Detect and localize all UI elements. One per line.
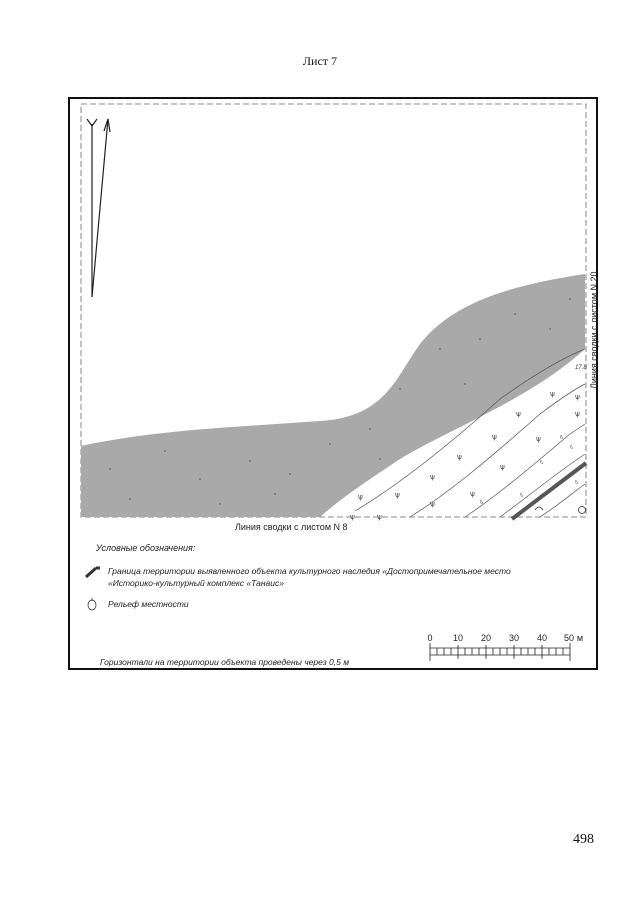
- svg-text:\\: \\: [540, 460, 543, 466]
- svg-text:ѱ: ѱ: [492, 434, 497, 441]
- svg-text:ѱ: ѱ: [575, 411, 580, 418]
- contour-elevation-label: 17.8: [575, 365, 587, 371]
- territory-shaded-area: [81, 274, 585, 517]
- legend-relief: Рельеф местности: [108, 599, 189, 609]
- contour-interval-note: Горизонтали на территории объекта проведены через 0,5 м: [100, 657, 350, 667]
- map-sheet: [68, 97, 598, 670]
- legend-boundary-line1: Граница территории выявленного объекта культурного наследия «Достопримечательное место: [108, 566, 511, 576]
- svg-text:ѱ: ѱ: [395, 492, 400, 499]
- svg-text:ѱ: ѱ: [500, 464, 505, 471]
- merge-line-right-label: Линия сводки с листом N 20: [589, 271, 599, 389]
- svg-text:\\: \\: [480, 500, 483, 506]
- boundary-line-icon: [86, 568, 100, 577]
- svg-text:ѱ: ѱ: [358, 494, 363, 501]
- svg-text:ѱ: ѱ: [430, 501, 435, 508]
- scale-tick-label: 40: [536, 633, 547, 643]
- svg-text:\\: \\: [560, 435, 563, 441]
- relief-marker-icon: [535, 507, 543, 510]
- svg-text:ѱ: ѱ: [430, 474, 435, 481]
- scale-tick-label: 0: [427, 633, 433, 643]
- svg-text:\\: \\: [575, 480, 578, 486]
- legend-title: Условные обозначения:: [96, 543, 196, 553]
- legend-boundary-line2: «Историко-культурный комплекс «Танаис»: [108, 578, 284, 588]
- page-header: Лист 7: [302, 54, 338, 68]
- page-number: 498: [573, 832, 594, 847]
- scale-tick-label: 30: [508, 633, 519, 643]
- svg-text:ѱ: ѱ: [550, 391, 555, 398]
- relief-marker-icon: [579, 507, 586, 514]
- svg-text:ѱ: ѱ: [350, 514, 355, 521]
- scale-bar: [430, 643, 570, 661]
- north-arrow-icon: [87, 119, 110, 297]
- scale-unit-label: м: [576, 633, 584, 643]
- svg-text:\\: \\: [570, 445, 573, 451]
- relief-circle-icon: [88, 598, 96, 610]
- svg-text:ѱ: ѱ: [536, 436, 541, 443]
- svg-text:ѱ: ѱ: [470, 491, 475, 498]
- svg-text:ѱ: ѱ: [377, 514, 382, 521]
- merge-line-bottom-label: Линия сводки с листом N 8: [235, 522, 348, 532]
- svg-text:ѱ: ѱ: [457, 454, 462, 461]
- scale-tick-label: 50: [563, 633, 574, 643]
- svg-text:ѱ: ѱ: [516, 411, 521, 418]
- svg-text:ѱ: ѱ: [575, 394, 580, 401]
- svg-text:\\: \\: [520, 493, 523, 499]
- scale-tick-label: 20: [480, 633, 491, 643]
- scale-tick-label: 10: [452, 633, 463, 643]
